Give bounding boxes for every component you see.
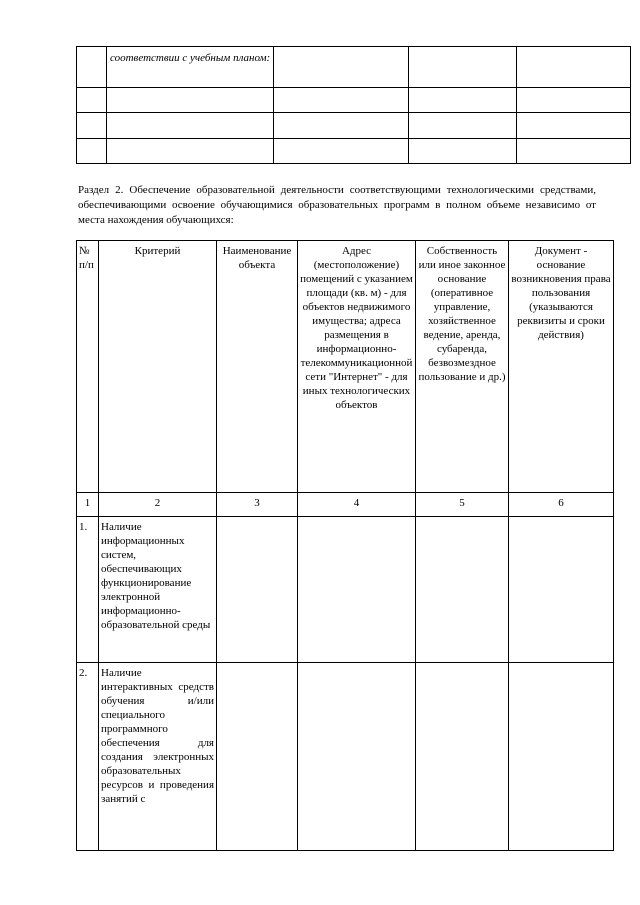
header-criterion: Критерий [99, 241, 217, 493]
column-number: 6 [509, 493, 614, 517]
table-row [77, 663, 614, 851]
top-table [76, 46, 631, 164]
header-ownership: Собственность или иное законное основание (оперативное управление, хозяйственное ведение, аренда, субаренда, безвозмездное пользование и др.) [416, 241, 509, 493]
table-cell [517, 47, 631, 88]
row-number: 1. [77, 517, 99, 663]
table-row [77, 88, 631, 113]
header-number: № п/п [77, 241, 99, 493]
column-number: 3 [217, 493, 298, 517]
table-cell [409, 47, 517, 88]
header-object-name: Наименование объекта [217, 241, 298, 493]
table-row [77, 517, 614, 663]
table-cell [107, 47, 274, 88]
row-criterion: Наличие интерактивных средств обучения и/или специального программного обеспечения для создания электронных образовательных ресурсов и проведения занятий с [99, 663, 217, 851]
table-cell [274, 47, 409, 88]
table-row [77, 113, 631, 139]
table-row [77, 139, 631, 164]
column-numbers-row [77, 493, 614, 517]
row-criterion: Наличие информационных систем, обеспечивающих функционирование электронной информационно-образовательной среды [99, 517, 217, 663]
column-number: 5 [416, 493, 509, 517]
column-number: 1 [77, 493, 99, 517]
table-cell [77, 47, 107, 88]
column-number: 2 [99, 493, 217, 517]
section-heading: Раздел 2. Обеспечение образовательной деятельности соответствующими технологическими средствами, обеспечивающими освоение обучающимися образовательных программ в полном объеме независимо от места нахождения обучающихся: [78, 184, 596, 226]
continued-text: соответствии с учебным планом: [110, 52, 271, 64]
header-row [77, 241, 614, 493]
main-table [76, 240, 614, 851]
row-number: 2. [77, 663, 99, 851]
table-row [77, 47, 631, 88]
header-address: Адрес (местоположение) помещений с указанием площади (кв. м) - для объектов недвижимого имущества; адреса размещения в информационно-телекоммуникационной сети "Интернет" - для иных технологических объектов [298, 241, 416, 493]
column-number: 4 [298, 493, 416, 517]
header-document: Документ - основание возникновения права пользования (указываются реквизиты и сроки действия) [509, 241, 614, 493]
